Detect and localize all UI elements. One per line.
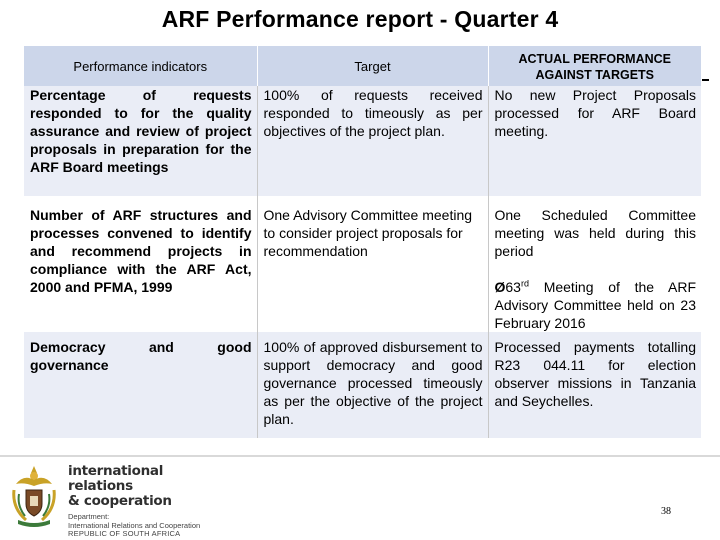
target-cell: 100% of requests received responded to timeously as per objectives of the project plan. [257,86,488,196]
target-cell: 100% of approved disbursement to support democracy and good governance processed timeously as per the objective of the project plan. [257,332,488,438]
table-header [24,46,701,86]
page-number: 38 [661,506,671,517]
footer-divider [0,455,720,457]
logo-title-line1: international relations [68,463,164,494]
meeting-bullet [495,278,697,332]
meeting-ordinal: rd [520,278,529,289]
table-row [24,86,701,196]
meeting-detail: Meeting of the ARF Advisory Committee held on 23 February 2016 [494,279,696,331]
table-row [24,332,701,438]
column-header-target: Target [257,46,488,86]
target-cell: One Advisory Committee meeting to consider project proposals for recommendation [257,196,488,332]
page-title: ARF Performance report - Quarter 4 [161,6,559,32]
dirco-logo [68,464,228,539]
arrow-bullet-icon: Ø [494,279,506,295]
logo-department-name: International Relations and Cooperation [68,520,201,530]
logo-country: REPUBLIC OF SOUTH AFRICA [68,529,181,538]
column-header-indicators: Performance indicators [24,46,257,86]
header-row [24,46,701,86]
actual-cell [488,196,701,332]
edge-dash [702,79,709,81]
logo-department: Department: [68,512,110,521]
performance-table [24,46,701,438]
meeting-number: 63 [505,279,521,295]
column-header-actual: ACTUAL PERFORMANCE AGAINST TARGETS [488,46,701,86]
actual-cell: Processed payments totalling R23 044.11 for election observer missions in Tanzania and Seychelles. [488,332,701,438]
indicator-cell: Democracy and good governance [24,332,257,438]
indicator-cell: Number of ARF structures and processes convened to identify and recommend projects in compliance with the ARF Act, 2000 and PFMA, 1999 [24,196,257,332]
actual-cell: No new Project Proposals processed for ARF Board meeting. [488,86,701,196]
indicator-cell: Percentage of requests responded to for the quality assurance and review of project proposals in preparation for the ARF Board meetings [24,86,257,196]
coat-of-arms-icon [8,464,60,530]
table-row [24,196,701,332]
logo-title-line2: & cooperation [68,493,172,509]
actual-text: One Scheduled Committee meeting was held during this period [494,207,696,259]
